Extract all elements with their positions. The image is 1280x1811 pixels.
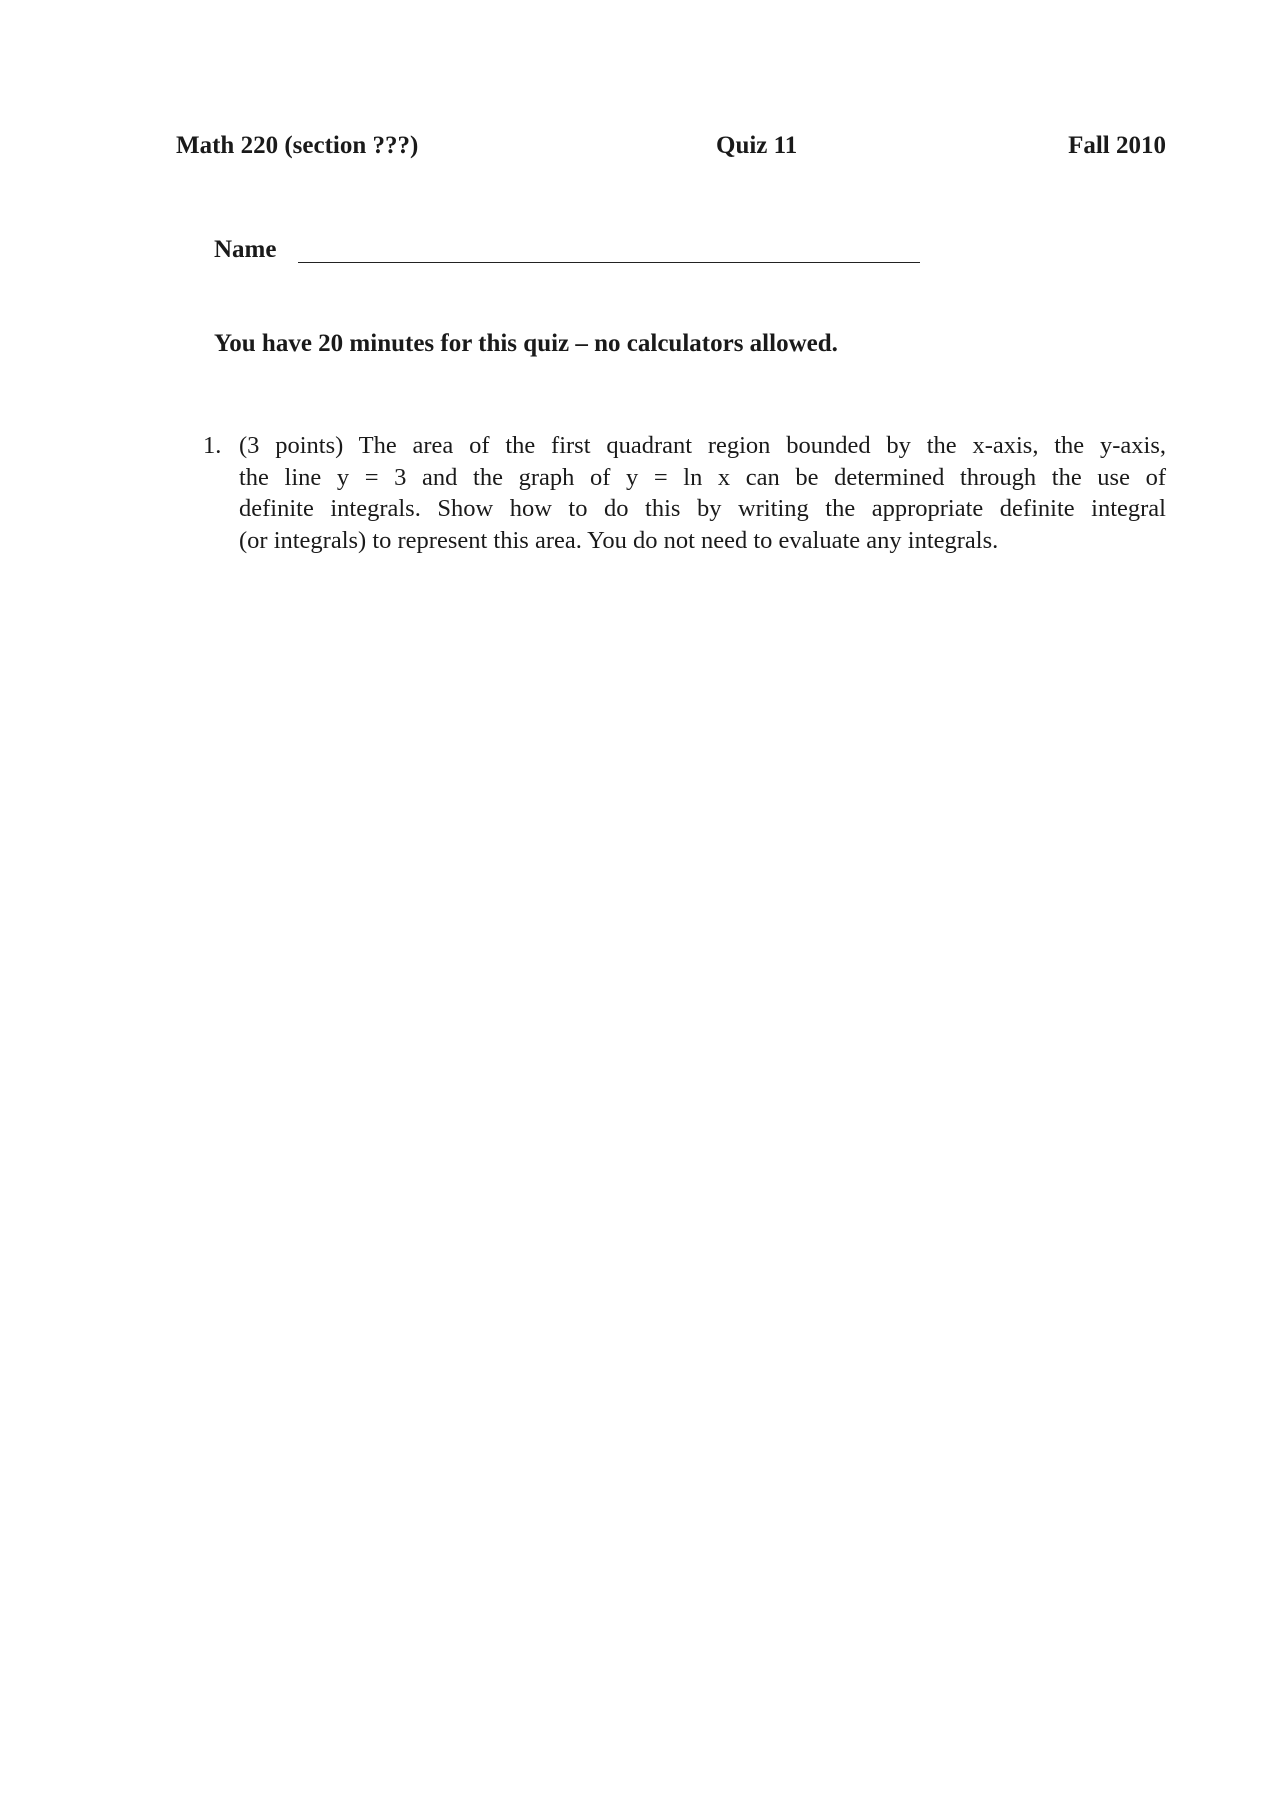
question-number: 1. [203, 432, 222, 459]
question-line-1: (3 points) The area of the first quadrant region bounded by the x-axis, the y-axis, [239, 432, 1166, 459]
quiz-title: Quiz 11 [716, 132, 798, 159]
quiz-instructions: You have 20 minutes for this quiz – no calculators allowed. [214, 330, 838, 357]
term-label: Fall 2010 [1068, 132, 1166, 159]
question-line-3: definite integrals. Show how to do this by writing the appropriate definite integral [239, 495, 1166, 522]
question-text [239, 430, 1166, 556]
question-line-2: the line y = 3 and the graph of y = ln x can be determined through the use of [239, 463, 1166, 491]
name-label: Name [214, 236, 277, 263]
question-line-4: (or integrals) to represent this area. You do not need to evaluate any integrals. [239, 526, 999, 554]
page-header [176, 132, 1166, 166]
course-title: Math 220 (section ???) [176, 132, 419, 159]
name-blank-line [298, 262, 920, 263]
